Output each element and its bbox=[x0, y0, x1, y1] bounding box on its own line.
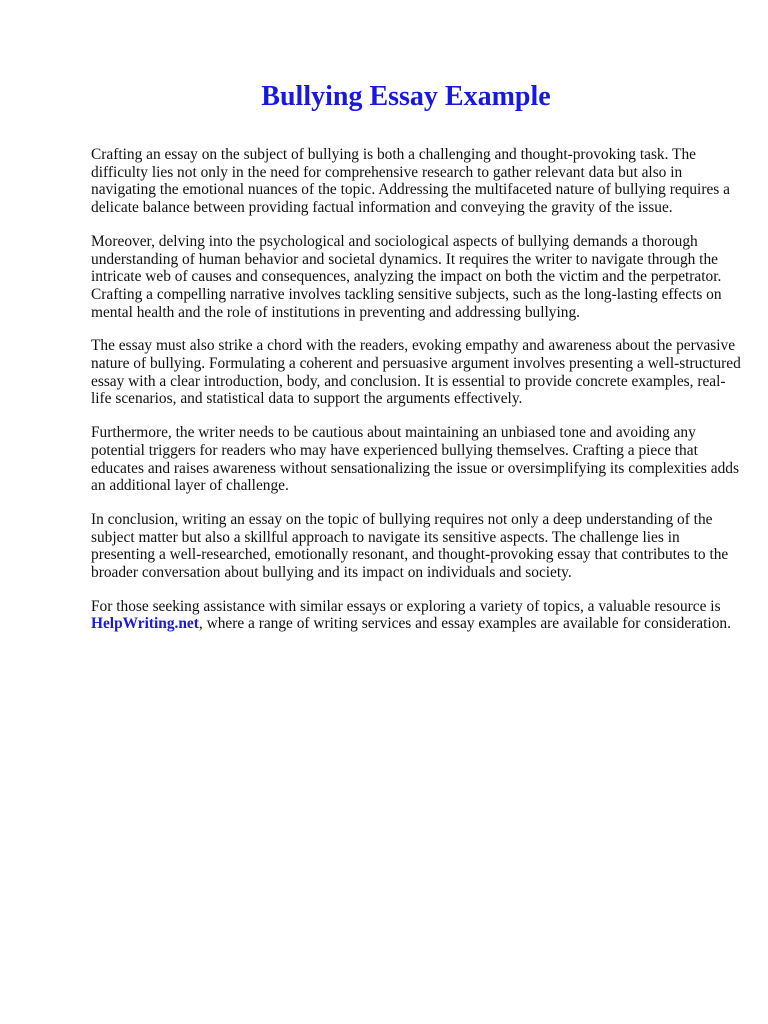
closing-paragraph bbox=[91, 598, 741, 633]
paragraph-1: Crafting an essay on the subject of bullying is both a challenging and thought-provoking task. The difficulty lies not only in the need for comprehensive research to gather relevant data but also in navigating the emotional nuances of the topic. Addressing the multifaceted nature of bullying requires a delicate balance between providing factual information and conveying the gravity of the issue. bbox=[91, 146, 730, 217]
paragraph-3: The essay must also strike a chord with the readers, evoking empathy and awareness about the pervasive nature of bullying. Formulating a coherent and persuasive argument involves presenting a well-structured essay with a clear introduction, body, and conclusion. It is essential to provide concrete examples, real-life scenarios, and statistical data to support the arguments effectively. bbox=[91, 337, 741, 408]
paragraph-5: In conclusion, writing an essay on the topic of bullying requires not only a deep understanding of the subject matter but also a skillful approach to navigate its sensitive aspects. The challenge lies in presenting a well-researched, emotionally resonant, and thought-provoking essay that contributes to the broader conversation about bullying and its impact on individuals and society. bbox=[91, 510, 729, 582]
paragraph-4: Furthermore, the writer needs to be cautious about maintaining an unbiased tone and avoiding any potential triggers for readers who may have experienced bullying themselves. Crafting a piece that educates and raises awareness without sensationalizing the issue or oversimplifying its complexities adds an additional layer of challenge. bbox=[91, 424, 739, 495]
closing-text-after-link: , where a range of writing services and essay examples are available for consideration. bbox=[198, 615, 731, 633]
paragraph-2: Moreover, delving into the psychological and sociological aspects of bullying demands a thorough understanding of human behavior and societal dynamics. It requires the writer to navigate through the intricate web of causes and consequences, analyzing the impact on both the victim and the perpetrator. Crafting a compelling narrative involves tackling sensitive subjects, such as the long-lasting effects on mental health and the role of institutions in preventing and addressing bullying. bbox=[91, 232, 722, 321]
helpwriting-link[interactable]: HelpWriting.net bbox=[91, 615, 199, 633]
closing-text-before-link: For those seeking assistance with similar essays or exploring a variety of topics, a valuable resource is bbox=[91, 597, 721, 615]
essay-body bbox=[91, 146, 741, 649]
page-title: Bullying Essay Example bbox=[261, 81, 551, 112]
